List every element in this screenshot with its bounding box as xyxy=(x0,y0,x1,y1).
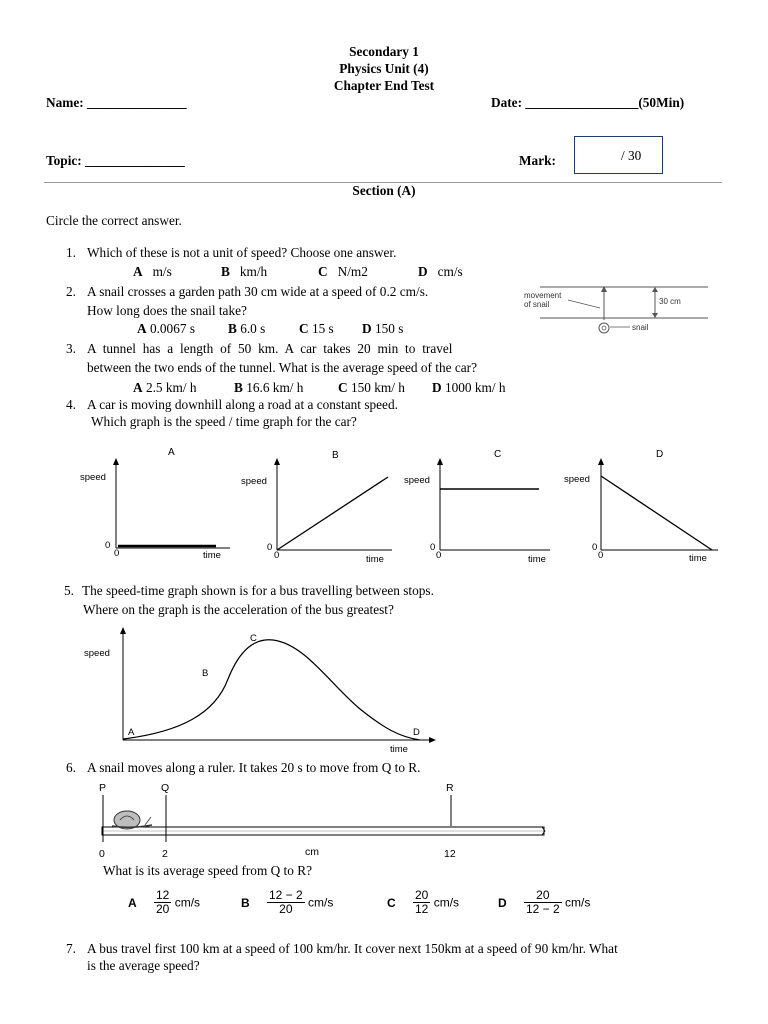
q6-option-c[interactable]: C $\frac{20}{12}$ cm/s xyxy=(387,888,460,916)
snail-icon xyxy=(112,811,152,829)
q6-option-d[interactable]: D $\frac{20}{12 - 2}$ cm/s xyxy=(498,888,591,916)
q6-number: 6. xyxy=(66,760,76,775)
speed-curve xyxy=(123,640,420,740)
graph-b-ylabel: speed xyxy=(241,476,267,487)
header-line-2: Physics Unit (4) xyxy=(339,61,429,76)
q3-option-c[interactable]: C 150 km/ h xyxy=(338,380,405,395)
movement-label: movement xyxy=(524,291,562,300)
q2-text-2: How long does the snail take? xyxy=(87,303,247,318)
tick-12: 12 xyxy=(444,848,456,860)
mark-box xyxy=(574,136,663,174)
unit-label: cm xyxy=(305,846,319,858)
svg-text:0: 0 xyxy=(592,542,598,553)
q6-question: What is its average speed from Q to R? xyxy=(103,863,312,878)
svg-text:0: 0 xyxy=(430,542,436,553)
graph-b-label: B xyxy=(332,450,339,461)
instruction: Circle the correct answer. xyxy=(46,213,182,228)
q4-text-1: A car is moving downhill along a road at a constant speed. xyxy=(87,397,398,412)
q2-option-d[interactable]: D 150 s xyxy=(362,321,404,336)
svg-text:0: 0 xyxy=(436,550,442,561)
q5-xlabel: time xyxy=(390,744,408,755)
q6-option-a[interactable]: A $\frac{12}{20}$ cm/s xyxy=(128,888,201,916)
tick-2: 2 xyxy=(162,848,168,860)
date-field[interactable]: Date: _________________(50Min) xyxy=(491,95,685,110)
q7-text-2: is the average speed? xyxy=(87,958,200,973)
label-q: Q xyxy=(161,782,170,794)
name-field[interactable]: Name: _______________ xyxy=(46,95,187,110)
graph-d-xlabel: time xyxy=(689,553,707,564)
point-b: B xyxy=(202,668,209,679)
graph-d-ylabel: speed xyxy=(564,474,590,485)
q6-option-b[interactable]: B $\frac{12 - 2}{20}$ cm/s xyxy=(241,888,334,916)
graph-c-ylabel: speed xyxy=(404,475,430,486)
topic-field[interactable]: Topic: _______________ xyxy=(46,153,185,168)
q4-graphs xyxy=(70,440,730,572)
snail-path-figure xyxy=(520,282,720,340)
label-p: P xyxy=(99,782,107,794)
q4-number: 4. xyxy=(66,397,76,412)
graph-b-line xyxy=(277,477,388,550)
q5-graph xyxy=(80,624,440,758)
q2-text-1: A snail crosses a garden path 30 cm wide at a speed of 0.2 cm/s. xyxy=(87,284,429,299)
graph-c xyxy=(404,449,550,565)
q3-option-a[interactable]: A 2.5 km/ h xyxy=(133,380,197,395)
q2-option-b[interactable]: B 6.0 s xyxy=(228,321,266,336)
q3-text-1: A tunnel has a length of 50 km. A car takes 20 min to travel xyxy=(87,341,453,356)
mark-value: / 30 xyxy=(621,148,642,163)
svg-text:0: 0 xyxy=(274,550,280,561)
snail-label: snail xyxy=(632,323,649,332)
header-line-3: Chapter End Test xyxy=(333,78,435,93)
q6-text: A snail moves along a ruler. It takes 20 s to move from Q to R. xyxy=(87,760,421,775)
q3-option-d[interactable]: D 1000 km/ h xyxy=(432,380,506,395)
q5-text-1: The speed-time graph shown is for a bus travelling between stops. xyxy=(82,583,434,598)
q5-text-2: Where on the graph is the acceleration of the bus greatest? xyxy=(83,602,394,617)
graph-a-xlabel: time xyxy=(203,550,221,561)
graph-c-label: C xyxy=(494,449,502,460)
svg-text:0: 0 xyxy=(105,540,111,551)
graph-a-label: A xyxy=(168,447,175,458)
svg-text:0: 0 xyxy=(114,548,120,559)
snail-icon xyxy=(599,323,609,333)
label-r: R xyxy=(446,782,454,794)
q3-number: 3. xyxy=(66,341,76,356)
graph-a-ylabel: speed xyxy=(80,472,106,483)
section-title: Section (A) xyxy=(352,183,416,198)
graph-d-line xyxy=(601,476,712,550)
q2-option-a[interactable]: A 0.0067 s xyxy=(137,321,196,336)
ruler-figure xyxy=(90,778,560,864)
svg-text:0: 0 xyxy=(598,550,604,561)
q7-text-1: A bus travel first 100 km at a speed of 100 km/hr. It cover next 150km at a speed of 90 km/hr. What xyxy=(87,941,618,956)
graph-d xyxy=(564,449,718,564)
q1-number: 1. xyxy=(66,245,76,260)
q1-option-b[interactable]: B km/h xyxy=(221,264,268,279)
q4-text-2: Which graph is the speed / time graph for the car? xyxy=(91,414,357,429)
q2-option-c[interactable]: C 15 s xyxy=(299,321,334,336)
graph-a xyxy=(80,447,230,561)
q3-text-2: between the two ends of the tunnel. What is the average speed of the car? xyxy=(87,360,478,375)
q1-option-a[interactable]: A m/s xyxy=(133,264,172,279)
q2-number: 2. xyxy=(66,284,76,299)
graph-b-xlabel: time xyxy=(366,554,384,565)
graph-c-xlabel: time xyxy=(528,554,546,565)
point-c: C xyxy=(250,633,257,644)
q5-ylabel: speed xyxy=(84,648,110,659)
q1-option-d[interactable]: D cm/s xyxy=(418,264,463,279)
q5-number: 5. xyxy=(64,583,74,598)
mark-label: Mark: xyxy=(519,153,556,168)
graph-d-label: D xyxy=(656,449,664,460)
graph-b xyxy=(241,450,392,565)
q3-option-b[interactable]: B 16.6 km/ h xyxy=(234,380,304,395)
point-d: D xyxy=(413,727,420,738)
width-label: 30 cm xyxy=(659,297,681,306)
q7-number: 7. xyxy=(66,941,76,956)
q1-option-c[interactable]: C N/m2 xyxy=(318,264,368,279)
header-line-1: Secondary 1 xyxy=(349,44,419,59)
point-a: A xyxy=(128,727,135,738)
q1-text: Which of these is not a unit of speed? Choose one answer. xyxy=(87,245,397,260)
tick-0: 0 xyxy=(99,848,105,860)
of-snail-label: of snail xyxy=(524,300,550,309)
svg-text:0: 0 xyxy=(267,542,273,553)
